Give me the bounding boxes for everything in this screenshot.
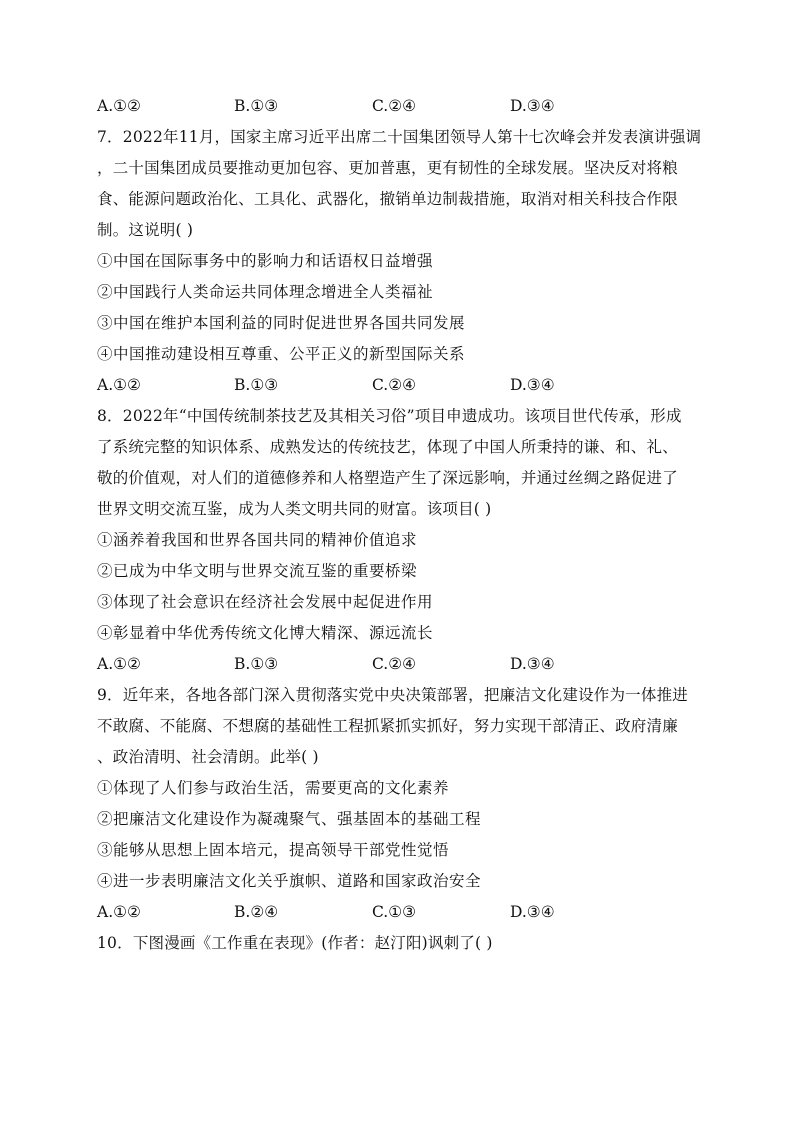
q7-stem-line: ，二十国集团成员要推动更加包容、更加普惠，更有韧性的全球发展。坚决反对将粮: [97, 159, 678, 177]
q8-option-1: ①涵养着我国和世界各国共同的精神价值追求: [97, 531, 418, 549]
q7-choice-b: B.①③: [234, 376, 279, 394]
q9-stem-line: 、政治清明、社会清朗。此举( ): [97, 748, 319, 766]
q7-option-2: ②中国践行人类命运共同体理念增进全人类福祉: [97, 283, 434, 301]
q9-choices: [97, 901, 707, 923]
q8-option-2: ②已成为中华文明与世界交流互鉴的重要桥梁: [97, 562, 418, 580]
q9-stem-line: 9．近年来，各地各部门深入贯彻落实党中央决策部署，把廉洁文化建设作为一体推进: [97, 686, 688, 704]
q7-choice-a: A.①②: [97, 376, 141, 394]
q8-option-3: ③体现了社会意识在经济社会发展中起促进作用: [97, 593, 434, 611]
q7-option-3: ③中国在维护本国利益的同时促进世界各国共同发展: [97, 314, 466, 332]
q8-choice-a: A.①②: [97, 655, 141, 673]
q9-choice-a: A.①②: [97, 903, 141, 921]
q8-choice-d: D.③④: [510, 655, 555, 673]
q8-stem-line: 敬的价值观，对人们的道德修养和人格塑造产生了深远影响，并通过丝绸之路促进了: [97, 469, 678, 487]
q8-choices: [97, 653, 707, 675]
q7-choice-c: C.②④: [372, 376, 417, 394]
q8-option-4: ④彰显着中华优秀传统文化博大精深、源远流长: [97, 624, 434, 642]
q7-option-4: ④中国推动建设相互尊重、公平正义的新型国际关系: [97, 345, 466, 363]
q9-choice-b: B.②④: [234, 903, 279, 921]
q8-stem-line: 了系统完整的知识体系、成熟发达的传统技艺，体现了中国人所秉持的谦、和、礼、: [97, 438, 678, 456]
q6-choice-c: C.②④: [372, 97, 417, 115]
q8-choice-c: C.②④: [372, 655, 417, 673]
q6-choice-b: B.①③: [234, 97, 279, 115]
q9-choice-c: C.①③: [372, 903, 417, 921]
q9-option-3: ③能够从思想上固本培元，提高领导干部党性觉悟: [97, 841, 450, 859]
q9-stem-line: 不敢腐、不能腐、不想腐的基础性工程抓紧抓实抓好，努力实现干部清正、政府清廉: [97, 717, 678, 735]
q8-choice-b: B.①③: [234, 655, 279, 673]
q7-option-1: ①中国在国际事务中的影响力和话语权日益增强: [97, 252, 434, 270]
q8-stem-line: 世界文明交流互鉴，成为人类文明共同的财富。该项目( ): [97, 500, 492, 518]
q8-stem-line: 8．2022年“中国传统制茶技艺及其相关习俗”项目申遗成功。该项目世代传承，形成: [97, 407, 682, 425]
q9-option-1: ①体现了人们参与政治生活，需要更高的文化素养: [97, 779, 450, 797]
q6-choice-a: A.①②: [97, 97, 141, 115]
q7-choice-d: D.③④: [510, 376, 555, 394]
q7-stem-line: 食、能源问题政治化、工具化、武器化，撤销单边制裁措施，取消对相关科技合作限: [97, 190, 678, 208]
q9-option-2: ②把廉洁文化建设作为凝魂聚气、强基固本的基础工程: [97, 810, 482, 828]
q10-stem-line: 10．下图漫画《工作重在表现》(作者：赵汀阳)讽刺了( ): [97, 934, 493, 952]
q7-stem-line: 制。这说明( ): [97, 221, 194, 239]
q6-choices: [97, 95, 707, 117]
q9-choice-d: D.③④: [510, 903, 555, 921]
q7-stem-line: 7．2022年11月，国家主席习近平出席二十国集团领导人第十七次峰会并发表演讲强调: [97, 128, 702, 146]
q9-option-4: ④进一步表明廉洁文化关乎旗帜、道路和国家政治安全: [97, 872, 482, 890]
q7-choices: [97, 374, 707, 396]
q6-choice-d: D.③④: [510, 97, 555, 115]
